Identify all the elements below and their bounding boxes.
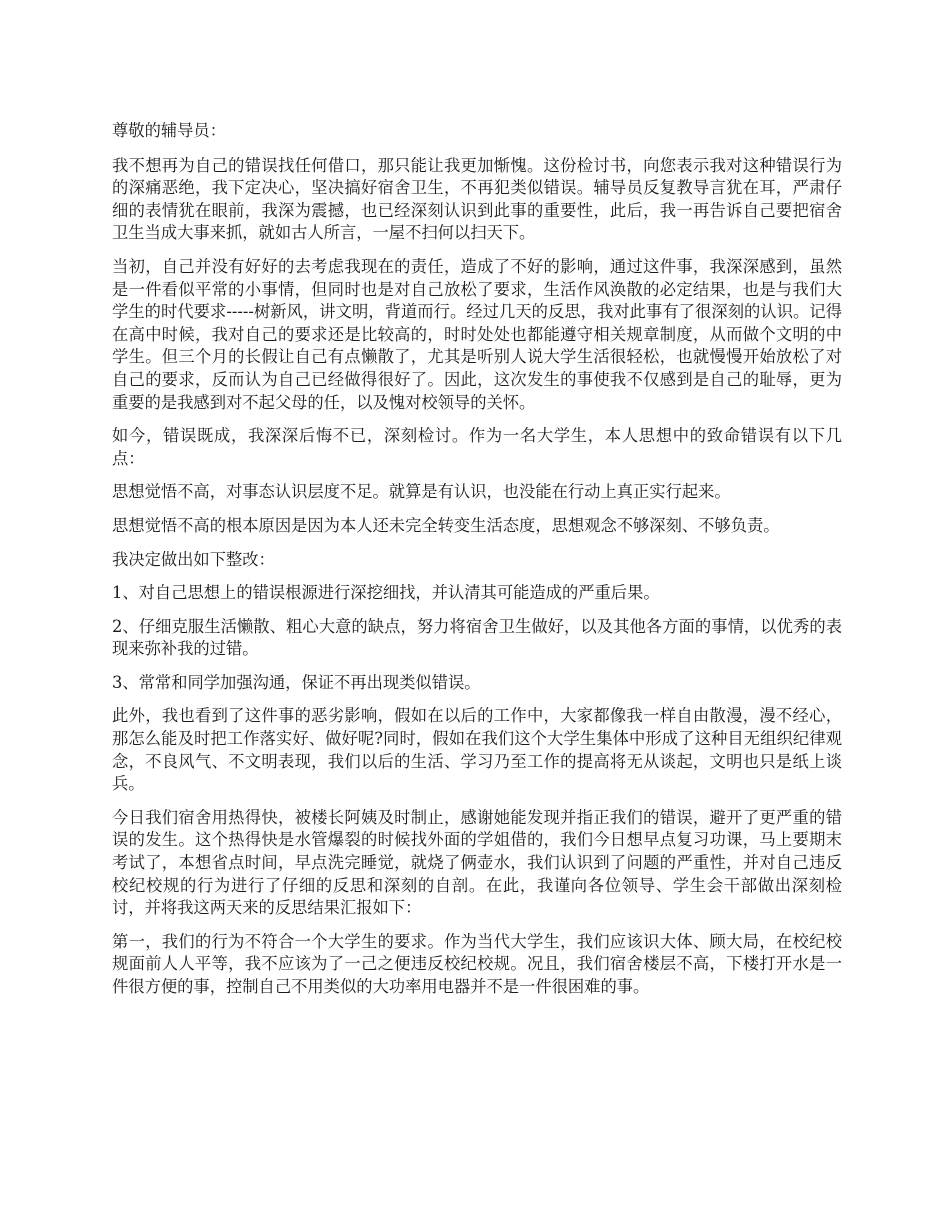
paragraph: 我不想再为自己的错误找任何借口，那只能让我更加惭愧。这份检讨书，向您表示我对这种错误行为的深痛恶绝，我下定决心，坚决搞好宿舍卫生，不再犯类似错误。辅导员反复教导言犹在耳，严肃仔细的表情犹在眼前，我深为震撼，也已经深刻认识到此事的重要性，此后，我一再告诉自己要把宿舍卫生当成大事来抓，就如古人所言，一屋不扫何以扫天下。 bbox=[112, 155, 842, 243]
document-body bbox=[112, 120, 842, 1010]
paragraph: 思想觉悟不高，对事态认识层度不足。就算是有认识，也没能在行动上真正实行起来。 bbox=[112, 482, 731, 502]
paragraph: 此外，我也看到了这件事的恶劣影响，假如在以后的工作中，大家都像我一样自由散漫，漫不经心，那怎么能及时把工作落实好、做好呢?同时，假如在我们这个大学生集体中形成了这种目无组织纪律观念，不良风气、不文明表现，我们以后的生活、学习乃至工作的提高将无从谈起，文明也只是纸上谈兵。 bbox=[112, 706, 842, 794]
paragraph: 我决定做出如下整改： bbox=[112, 549, 275, 569]
list-item: 1、对自己思想上的错误根源进行深挖细找，并认清其可能造成的严重后果。 bbox=[112, 583, 660, 603]
list-item: 2、仔细克服生活懒散、粗心大意的缺点，努力将宿舍卫生做好，以及其他各方面的事情，以优秀的表现来弥补我的过错。 bbox=[112, 616, 842, 659]
salutation: 尊敬的辅导员： bbox=[112, 121, 226, 140]
paragraph: 当初，自己并没有好好的去考虑我现在的责任，造成了不好的影响，通过这件事，我深深感到，虽然是一件看似平常的小事情，但同时也是对自己放松了要求，生活作风涣散的必定结果，也是与我们大学生的时代要求-----树新风，讲文明，背道而行。经过几天的反思，我对此事有了很深刻的认识。记得在高中时候，我对自己的要求还是比较高的，时时处处也都能遵守相关规章制度，从而做个文明的中学生。但三个月的长假让自己有点懒散了，尤其是听别人说大学生活很轻松，也就慢慢开始放松了对自己的要求，反而认为自己已经做得很好了。因此，这次发生的事使我不仅感到是自己的耻辱，更为重要的是我感到对不起父母的任，以及愧对校领导的关怀。 bbox=[112, 256, 842, 412]
paragraph: 思想觉悟不高的根本原因是因为本人还未完全转变生活态度，思想观念不够深刻、不够负责。 bbox=[112, 515, 780, 535]
paragraph: 如今，错误既成，我深深后悔不已，深刻检讨。作为一名大学生，本人思想中的致命错误有以下几点： bbox=[112, 426, 842, 468]
paragraph: 第一，我们的行为不符合一个大学生的要求。作为当代大学生，我们应该识大体、顾大局，在校纪校规面前人人平等，我不应该为了一己之便违反校纪校规。况且，我们宿舍楼层不高，下楼打开水是一件很方便的事，控制自己不用类似的大功率用电器并不是一件很困难的事。 bbox=[112, 931, 842, 996]
list-item: 3、常常和同学加强沟通，保证不再出现类似错误。 bbox=[112, 672, 481, 692]
paragraph: 今日我们宿舍用热得快，被楼长阿姨及时制止，感谢她能发现并指正我们的错误，避开了更严重的错误的发生。这个热得快是水管爆裂的时候找外面的学姐借的，我们今日想早点复习功课，马上要期末考试了，本想省点时间，早点洗完睡觉，就烧了俩壶水，我们认识到了问题的严重性，并对自己违反校纪校规的行为进行了仔细的反思和深刻的自剖。在此，我谨向各位领导、学生会干部做出深刻检讨，并将我这两天来的反思结果汇报如下： bbox=[112, 807, 842, 918]
